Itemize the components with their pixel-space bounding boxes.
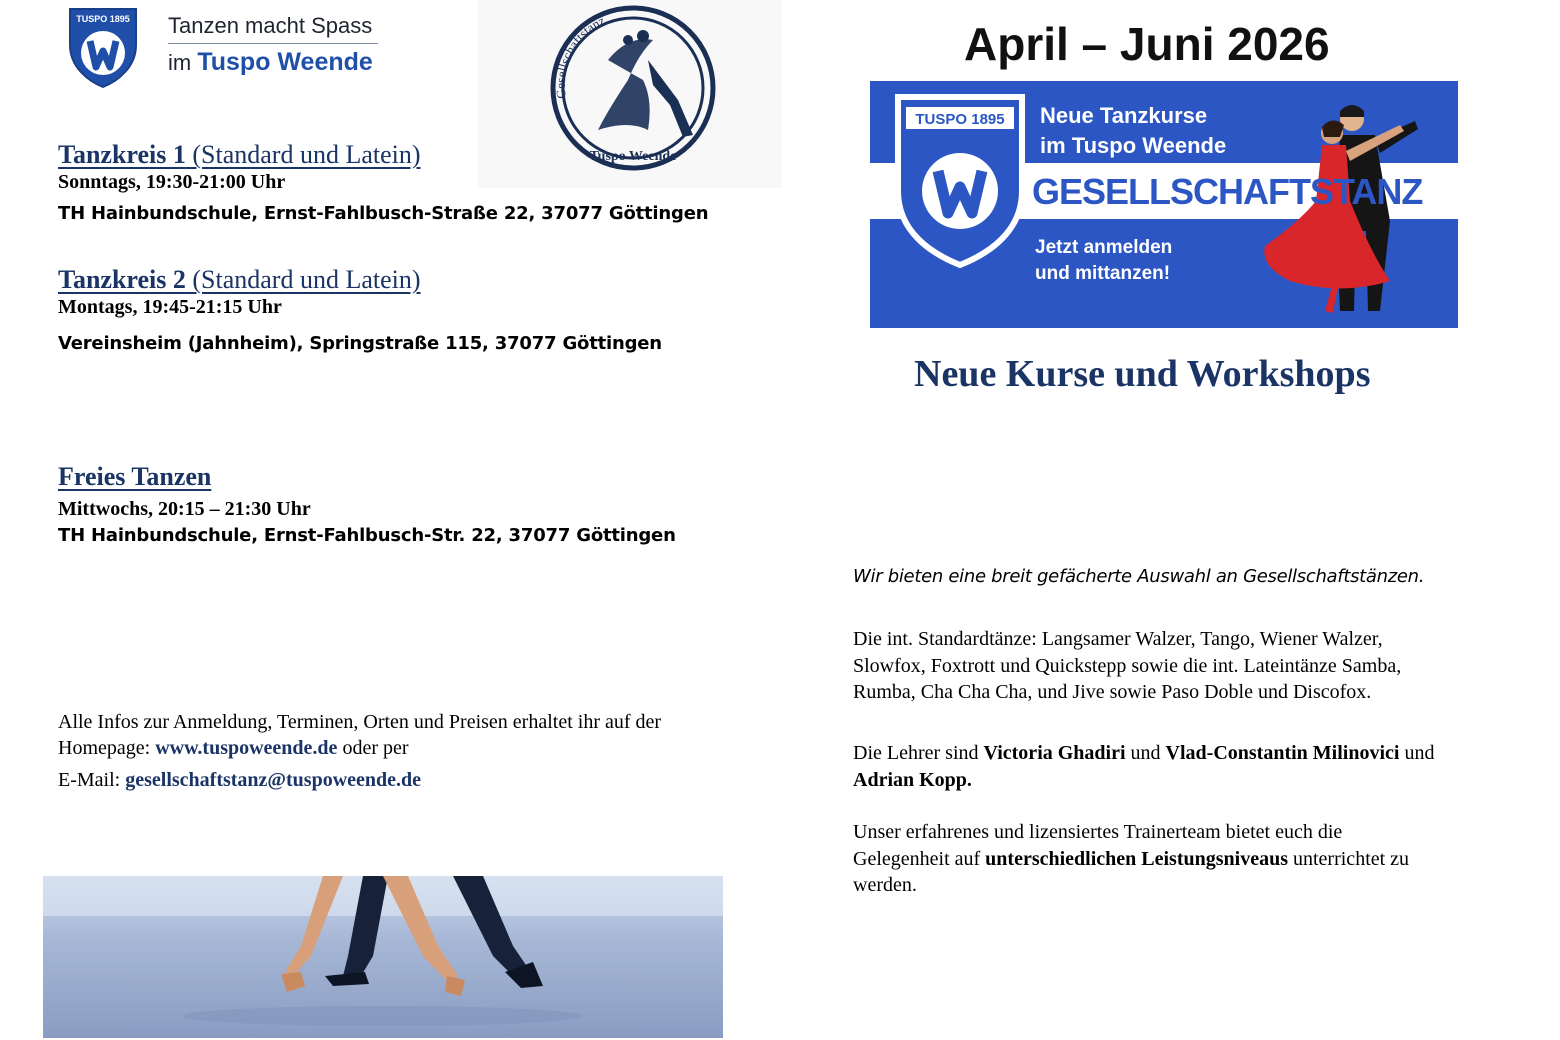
tagline-line1: Tanzen macht Spass <box>168 13 373 38</box>
course-time: Sonntags, 19:30-21:00 Uhr <box>58 171 286 193</box>
course-place: TH Hainbundschule, Ernst-Fahlbusch-Straße 22, 37077 Göttingen <box>58 203 709 224</box>
course-2 <box>58 265 662 356</box>
homepage-link[interactable]: www.tuspoweende.de <box>155 737 338 759</box>
course-1 <box>58 140 708 226</box>
dance-floor-photo <box>43 876 723 1038</box>
course-title: Tanzkreis 1 (Standard und Latein) <box>58 140 421 169</box>
banner-cta-line2: und mittanzen! <box>1035 263 1171 284</box>
teacher-name: Vlad-Constantin Milinovici <box>1165 742 1400 764</box>
tagline <box>168 12 378 77</box>
section-title: Neue Kurse und Workshops <box>914 353 1371 395</box>
course-place: TH Hainbundschule, Ernst-Fahlbusch-Str. 22, 37077 Göttingen <box>58 525 676 546</box>
offer-statement: Wir bieten eine breit gefächerte Auswahl an Gesellschaftstänzen. <box>853 566 1425 587</box>
course-place: Vereinsheim (Jahnheim), Springstraße 115, 37077 Göttingen <box>58 333 662 354</box>
banner-shield-text: TUSPO 1895 <box>915 111 1005 128</box>
club-logo <box>66 5 140 89</box>
course-time: Montags, 19:45-21:15 Uhr <box>58 296 282 318</box>
club-logo-text: TUSPO 1895 <box>76 14 130 24</box>
course-banner <box>870 81 1458 328</box>
contact-info <box>58 709 778 793</box>
seal-arc-text: Gesellschaftstanz <box>552 12 608 100</box>
tagline-line2: im Tuspo Weende <box>168 48 373 76</box>
banner-cta-line1: Jetzt anmelden <box>1035 237 1173 258</box>
homepage-line: Homepage: www.tuspoweende.de oder per <box>58 737 409 759</box>
course-title: Freies Tanzen <box>58 462 212 491</box>
banner-title: GESELLSCHAFTSTANZ <box>1032 171 1423 212</box>
seal-caption: Tuspo Weende <box>589 149 677 164</box>
tagline-divider <box>168 43 378 44</box>
tagline-club: Tuspo Weende <box>197 48 373 76</box>
banner-line1: Neue Tanzkurse <box>1040 103 1208 128</box>
trainer-team-paragraph: Unser erfahrenes und lizensiertes Trainerteam bietet euch die Gelegenheit auf unterschiedlichen Leistungsniveaus unterrichtet zu werden. <box>853 821 1410 896</box>
contact-intro: Alle Infos zur Anmeldung, Terminen, Orten und Preisen erhaltet ihr auf der <box>58 711 662 733</box>
email-line: E-Mail: gesellschaftstanz@tuspoweende.de <box>58 769 422 791</box>
dances-paragraph: Die int. Standardtänze: Langsamer Walzer, Tango, Wiener Walzer, Slowfox, Foxtrott und Quickstepp sowie die int. Lateintänze Samba, Rumba, Cha Cha Cha, und Jive sowie Paso Doble und Discofox. <box>853 628 1402 703</box>
course-3 <box>58 462 676 548</box>
course-title: Tanzkreis 2 (Standard und Latein) <box>58 265 421 294</box>
level-highlight: unterschiedlichen Leistungsniveaus <box>985 847 1288 870</box>
course-time: Mittwochs, 20:15 – 21:30 Uhr <box>58 498 311 520</box>
teacher-name: Victoria Ghadiri <box>983 742 1126 764</box>
period-heading: April – Juni 2026 <box>964 18 1330 70</box>
banner-line2: im Tuspo Weende <box>1040 133 1227 158</box>
teacher-name: Adrian Kopp. <box>853 768 972 791</box>
email-link[interactable]: gesellschaftstanz@tuspoweende.de <box>125 769 422 791</box>
teachers-paragraph: Die Lehrer sind Victoria Ghadiri und Vlad-Constantin Milinovici und Adrian Kopp. <box>853 742 1435 791</box>
